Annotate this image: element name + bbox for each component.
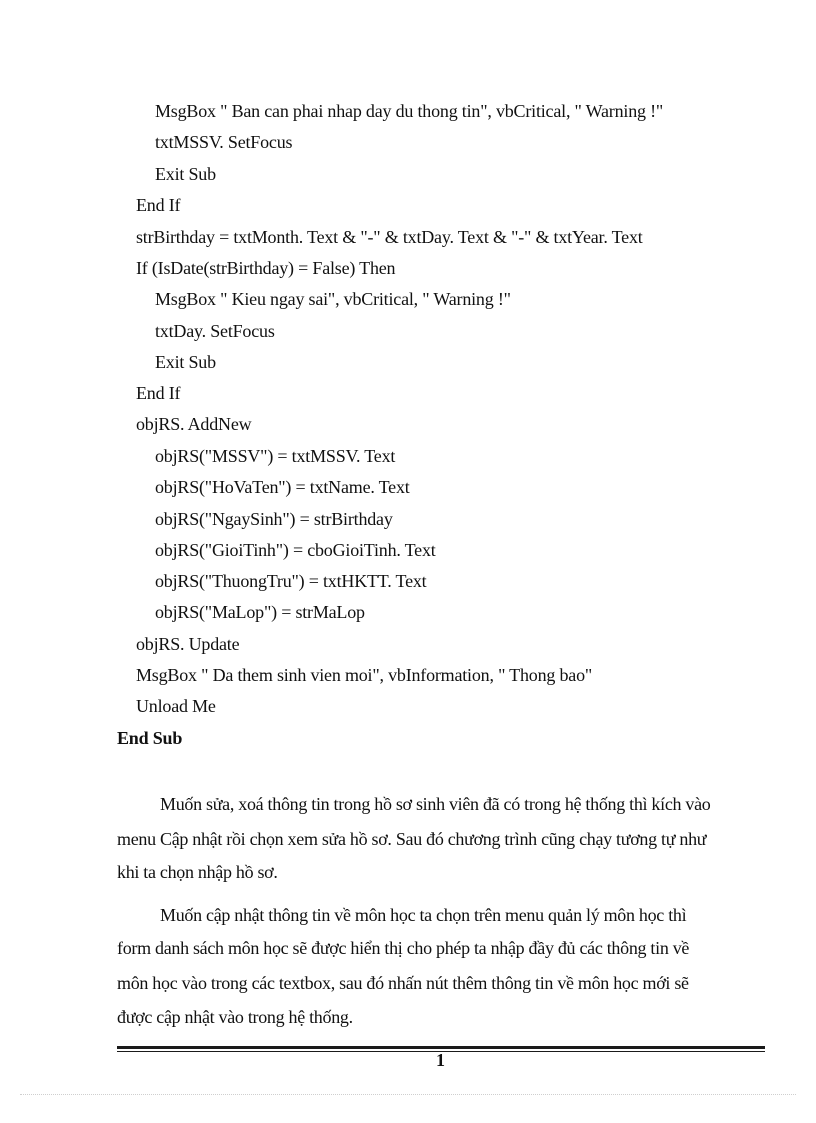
- page-number: 1: [436, 1050, 445, 1070]
- code-line: txtDay. SetFocus: [155, 321, 275, 341]
- code-line: If (IsDate(strBirthday) = False) Then: [136, 258, 396, 278]
- code-line: strBirthday = txtMonth. Text & "-" & txtDay. Text & "-" & txtYear. Text: [136, 227, 643, 247]
- paragraph-line: Muốn sửa, xoá thông tin trong hồ sơ sinh viên đã có trong hệ thống thì kích vào: [160, 794, 711, 814]
- code-line: objRS("ThuongTru") = txtHKTT. Text: [155, 571, 427, 591]
- page-bottom-border: [20, 1094, 796, 1095]
- code-line: objRS("GioiTinh") = cboGioiTinh. Text: [155, 540, 436, 560]
- code-line: objRS. AddNew: [136, 414, 252, 434]
- code-line: End If: [136, 195, 181, 215]
- paragraph-line: menu Cập nhật rồi chọn xem sửa hồ sơ. Sau đó chương trình cũng chạy tương tự như: [117, 829, 707, 849]
- paragraph-line: form danh sách môn học sẽ được hiển thị cho phép ta nhập đầy đủ các thông tin về: [117, 938, 690, 958]
- paragraph-line: khi ta chọn nhập hồ sơ.: [117, 862, 278, 882]
- code-line: txtMSSV. SetFocus: [155, 132, 293, 152]
- paragraph-line: Muốn cập nhật thông tin về môn học ta chọn trên menu quản lý môn học thì: [160, 905, 687, 925]
- code-line: MsgBox " Ban can phai nhap day du thong tin", vbCritical, " Warning !": [155, 101, 664, 121]
- code-line: MsgBox " Kieu ngay sai", vbCritical, " Warning !": [155, 289, 511, 309]
- code-line: objRS("MSSV") = txtMSSV. Text: [155, 446, 396, 466]
- paragraph-line: được cập nhật vào trong hệ thống.: [117, 1007, 353, 1027]
- code-line: MsgBox " Da them sinh vien moi", vbInformation, " Thong bao": [136, 665, 593, 685]
- code-line: Unload Me: [136, 696, 216, 716]
- code-line: objRS. Update: [136, 634, 240, 654]
- code-line: Exit Sub: [155, 352, 216, 372]
- code-line-end-sub: End Sub: [117, 728, 183, 748]
- paragraph-line: môn học vào trong các textbox, sau đó nhấn nút thêm thông tin về môn học mới sẽ: [117, 973, 689, 993]
- code-line: Exit Sub: [155, 164, 216, 184]
- code-line: objRS("MaLop") = strMaLop: [155, 602, 365, 622]
- code-line: End If: [136, 383, 181, 403]
- code-line: objRS("NgaySinh") = strBirthday: [155, 509, 393, 529]
- code-line: objRS("HoVaTen") = txtName. Text: [155, 477, 410, 497]
